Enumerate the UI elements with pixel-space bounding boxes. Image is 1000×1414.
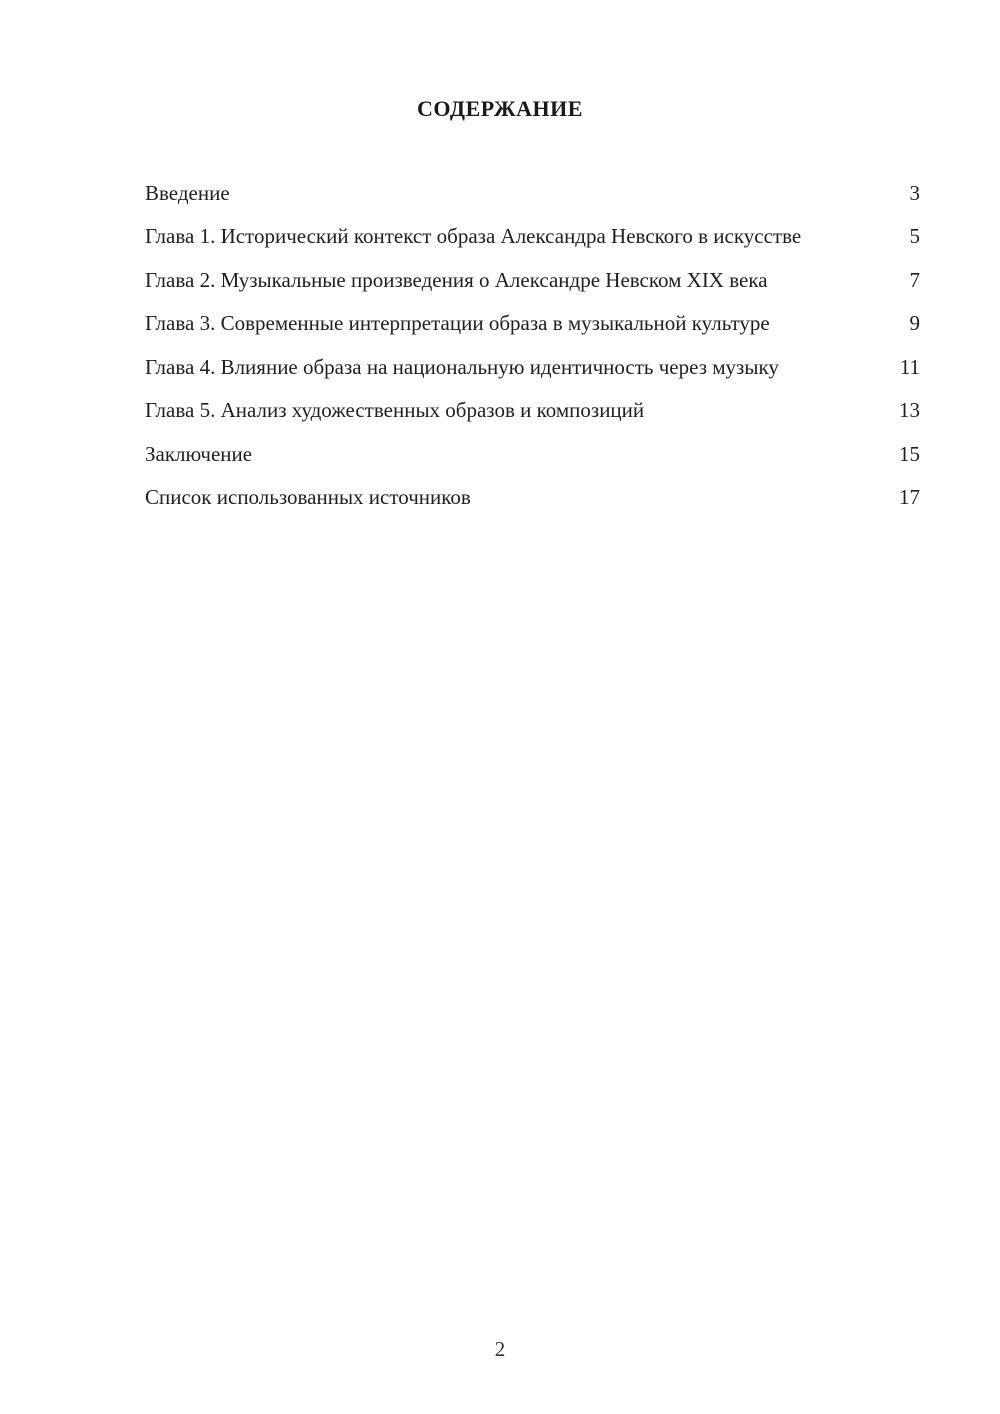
toc-entry-chapter-2 — [145, 265, 920, 295]
toc-entry-page: 9 — [909, 311, 920, 336]
toc-entry-conclusion — [145, 439, 920, 469]
toc-entry-chapter-5 — [145, 395, 920, 425]
toc-entry-label: Глава 5. Анализ художественных образов и композиций — [145, 398, 645, 423]
toc-entry-label: Заключение — [145, 441, 253, 466]
toc-entry-page: 7 — [909, 267, 920, 292]
toc-entry-label: Глава 2. Музыкальные произведения о Александре Невском XIX века — [145, 267, 768, 292]
toc-entry-page: 3 — [909, 181, 920, 205]
toc-entry-label: Глава 3. Современные интерпретации образа в музыкальной культуре — [145, 311, 770, 336]
toc-entry-page: 13 — [899, 398, 920, 423]
toc-entry-label: Глава 1. Исторический контекст образа Александра Невского в искусстве — [145, 224, 802, 249]
toc-entry-label: Глава 4. Влияние образа на национальную идентичность через музыку — [145, 354, 779, 379]
toc-entry-chapter-4 — [145, 352, 920, 382]
toc-entry-page: 17 — [899, 485, 920, 510]
toc-entry-page: 5 — [909, 224, 920, 249]
toc-entry-label: Введение — [145, 181, 230, 205]
toc-entry-references — [145, 482, 920, 512]
toc-entry-label: Список использованных источников — [145, 485, 471, 510]
toc-entry-chapter-1 — [145, 221, 920, 251]
toc-entry-page: 15 — [899, 441, 920, 466]
toc-entry-page: 11 — [899, 354, 920, 379]
footer-page-number: 2 — [494, 1337, 506, 1361]
page-title: СОДЕРЖАНИЕ — [417, 96, 583, 121]
toc-entry-introduction — [145, 178, 920, 208]
table-of-contents — [145, 178, 920, 513]
toc-entry-chapter-3 — [145, 308, 920, 338]
